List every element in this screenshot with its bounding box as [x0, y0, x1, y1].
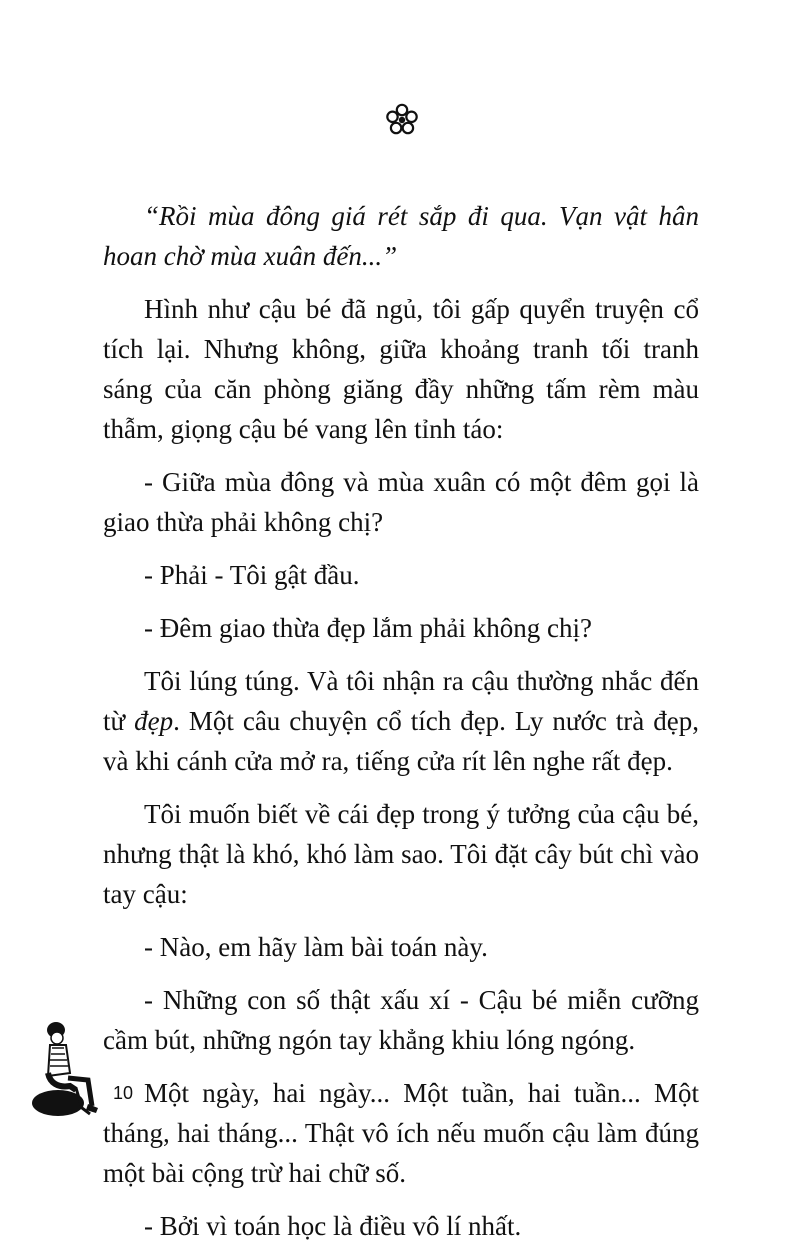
paragraph: [103, 608, 699, 648]
paragraph-text: - Giữa mùa đông và mùa xuân có một đêm gọi là giao thừa phải không chị?: [103, 467, 699, 537]
paragraph: [103, 289, 699, 449]
paragraph: [103, 196, 699, 276]
paragraph: [103, 462, 699, 542]
story-text: [103, 196, 699, 1259]
page-number: 10: [113, 1083, 134, 1103]
paragraph: [103, 980, 699, 1060]
paragraph-text: - Nào, em hãy làm bài toán này.: [144, 932, 488, 962]
paragraph: [103, 555, 699, 595]
paragraph: [103, 794, 699, 914]
paragraph: [103, 927, 699, 967]
paragraph-text: Một ngày, hai ngày... Một tuần, hai tuần... Một tháng, hai tháng... Thật vô ích nếu muốn cậu làm đúng một bài cộng trừ hai chữ số.: [103, 1078, 699, 1188]
paragraph-text: Tôi lúng túng. Và tôi nhận ra cậu thường nhắc đến từ: [103, 666, 699, 736]
boy-sitting-icon: [30, 1018, 110, 1118]
paragraph: [103, 661, 699, 781]
emphasis-text: đẹp: [134, 706, 174, 736]
paragraph-text: “Rồi mùa đông giá rét sắp đi qua. Vạn vật hân hoan chờ mùa xuân đến...”: [103, 201, 699, 271]
paragraph: [103, 1073, 699, 1193]
paragraph-text: Hình như cậu bé đã ngủ, tôi gấp quyển truyện cổ tích lại. Nhưng không, giữa khoảng tranh tối tranh sáng của căn phòng giăng đầy những tấm rèm màu thẫm, giọng cậu bé vang lên tỉnh táo:: [103, 294, 699, 444]
paragraph-text: - Phải - Tôi gật đầu.: [144, 560, 360, 590]
paragraph-text: - Những con số thật xấu xí - Cậu bé miễn cưỡng cầm bút, những ngón tay khẳng khiu lóng ngóng.: [103, 985, 699, 1055]
paragraph: [103, 1206, 699, 1246]
paragraph-text: . Một câu chuyện cổ tích đẹp. Ly nước trà đẹp, và khi cánh cửa mở ra, tiếng cửa rít lên nghe rất đẹp.: [103, 706, 699, 776]
paragraph-text: - Bởi vì toán học là điều vô lí nhất.: [144, 1211, 522, 1241]
flower-icon: [385, 103, 419, 137]
paragraph-text: Tôi muốn biết về cái đẹp trong ý tưởng của cậu bé, nhưng thật là khó, khó làm sao. Tôi đặt cây bút chì vào tay cậu:: [103, 799, 699, 909]
paragraph-text: - Đêm giao thừa đẹp lắm phải không chị?: [144, 613, 593, 643]
